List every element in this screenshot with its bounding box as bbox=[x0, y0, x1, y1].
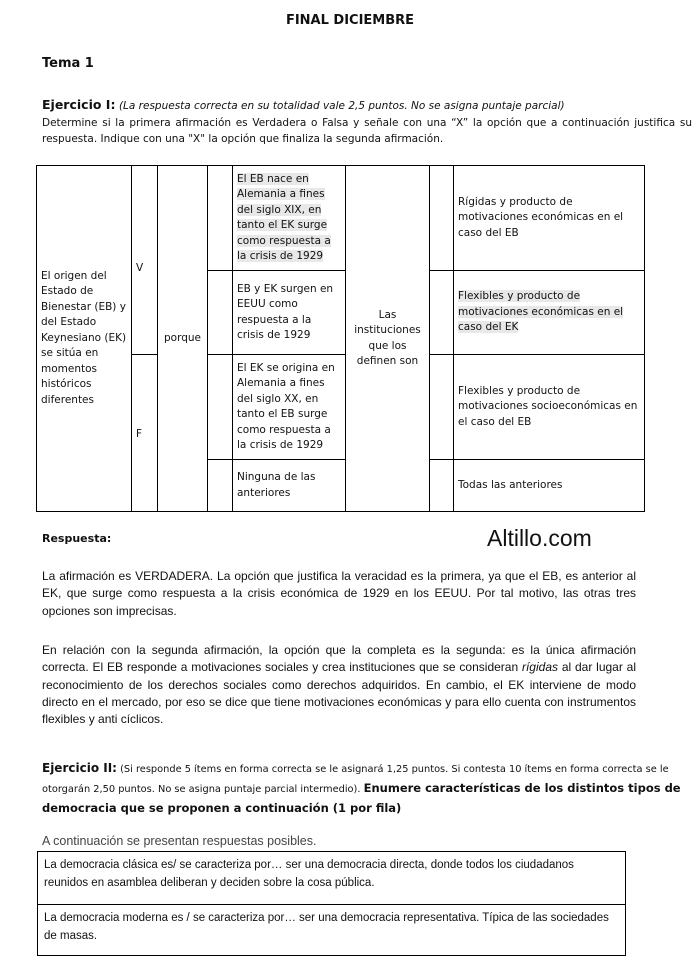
result-4-checkbox[interactable] bbox=[430, 460, 454, 512]
porque-cell: porque bbox=[158, 166, 208, 512]
result-2-checkbox[interactable] bbox=[430, 271, 454, 355]
result-4-text: Todas las anteriores bbox=[454, 460, 645, 512]
option-1-checkbox[interactable] bbox=[208, 166, 233, 271]
result-3-text: Flexibles y producto de motivaciones socioeconómicas en el caso del EB bbox=[454, 355, 645, 460]
paragraph-2-emphasis: rígidas bbox=[521, 660, 558, 675]
option-3-text: El EK se origina en Alemania a fines del siglo XX, en tanto el EB surge como respuesta a la crisis de 1929 bbox=[233, 355, 346, 460]
exercise-2-task: Enumere características de los distintos tipos de democracia que se proponen a continuación (1 por fila) bbox=[42, 781, 681, 815]
option-1-label: El EB nace en Alemania a fines del siglo XIX, en tanto el EK surge como respuesta a la crisis de 1929 bbox=[237, 172, 331, 262]
true-mark-cell[interactable]: V bbox=[132, 166, 158, 355]
paragraph-2-part-b: al dar lugar al reconocimiento de los derechos sociales como derechos adquiridos. En cambio, el EK interviene de modo directo en el mercado, por eso se dice que tiene motivaciones económicas y para ello cuenta con instrumentos flexibles y anti cíclicos. bbox=[42, 660, 637, 727]
statement-cell: El origen del Estado de Bienestar (EB) y del Estado Keynesiano (EK) se sitúa en momentos históricos diferentes bbox=[37, 166, 132, 512]
exercise-1-instructions: Determine si la primera afirmación es Verdadera o Falsa y señale con una “X” la opción que a continuación justifica su respuesta. Indique con una "X" la opción que finaliza la segunda afirmación. bbox=[42, 117, 692, 145]
result-3-checkbox[interactable] bbox=[430, 355, 454, 460]
answer-box-classic-democracy: La democracia clásica es/ se caracteriza por… ser una democracia directa, donde todos los ciudadanos reunidos en asamblea deliberan y deciden sobre la cosa pública. bbox=[37, 851, 626, 905]
answer-label: Respuesta: bbox=[42, 532, 112, 545]
paragraph-2-part-a: En relación con la segunda afirmación, la opción que la completa es la segunda: es la única afirmación correcta. El EB responde a motivaciones sociales y crea instituciones que se consideran bbox=[42, 643, 636, 675]
institutions-cell: Las instituciones que los definen son bbox=[346, 166, 430, 512]
result-1-checkbox[interactable] bbox=[430, 166, 454, 271]
document-title: FINAL DICIEMBRE bbox=[285, 13, 415, 28]
option-1-text bbox=[233, 166, 346, 271]
option-4-text: Ninguna de las anteriores bbox=[233, 460, 346, 512]
option-2-text: EB y EK surgen en EEUU como respuesta a la crisis de 1929 bbox=[233, 271, 346, 355]
exercise-2-note: (Si responde 5 ítems en forma correcta se le asignará 1,25 puntos. Si contesta 10 ítems en forma correcta se le otorgarán 2,50 puntos. No se asigna puntaje parcial intermedio). bbox=[42, 764, 669, 795]
exercise-2-label: Ejercicio II: bbox=[42, 761, 117, 775]
watermark: Altillo.com bbox=[487, 525, 592, 551]
answer-box-modern-democracy: La democracia moderna es / se caracteriza por… ser una democracia representativa. Típica de las sociedades de masas. bbox=[37, 904, 626, 956]
answer-paragraph-2 bbox=[42, 642, 636, 728]
exercise-1-heading bbox=[42, 97, 692, 114]
option-2-checkbox[interactable] bbox=[208, 271, 233, 355]
exercise-1-label: Ejercicio I: bbox=[42, 97, 116, 112]
result-2-text bbox=[454, 271, 645, 355]
false-mark-cell[interactable]: F bbox=[132, 355, 158, 512]
option-4-checkbox[interactable] bbox=[208, 460, 233, 512]
result-2-label: Flexibles y producto de motivaciones económicas en el caso del EK bbox=[458, 290, 624, 334]
answer-paragraph-1: La afirmación es VERDADERA. La opción que justifica la veracidad es la primera, ya que el EB, es anterior al EK, que surge como respuesta a la crisis económica de 1929 en los EEUU. Por tal motivo, las otras tres opciones son imprecisas. bbox=[42, 569, 636, 618]
answers-intro: A continuación se presentan respuestas posibles. bbox=[42, 834, 317, 848]
true-false-table bbox=[36, 165, 645, 512]
result-1-text: Rígidas y producto de motivaciones económicas en el caso del EB bbox=[454, 166, 645, 271]
exercise-2-heading bbox=[42, 759, 692, 819]
option-3-checkbox[interactable] bbox=[208, 355, 233, 460]
exercise-1-note: (La respuesta correcta en su totalidad vale 2,5 puntos. No se asigna puntaje parcial) bbox=[118, 100, 565, 112]
topic-heading: Tema 1 bbox=[42, 56, 94, 71]
